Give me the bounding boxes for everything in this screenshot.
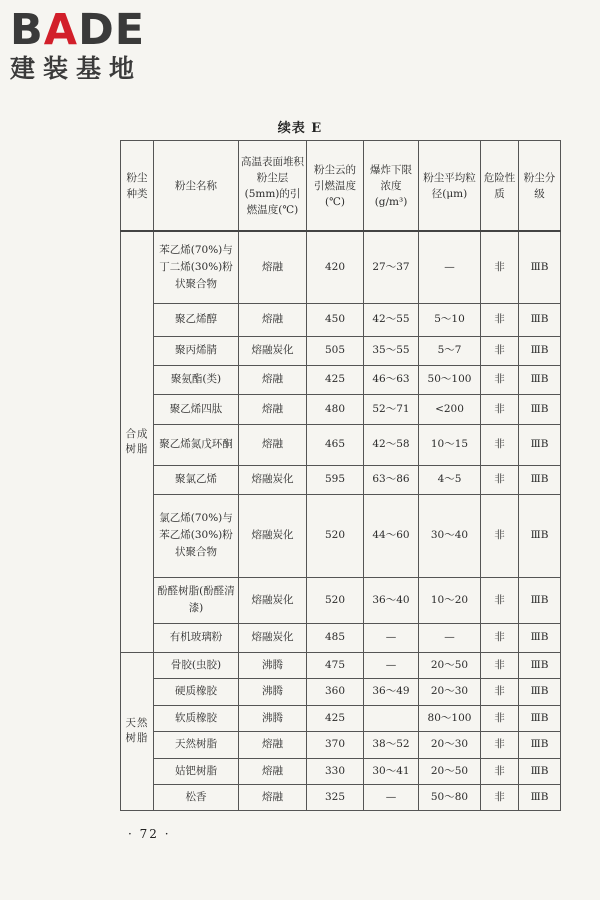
dust-name-cell: 软质橡胶: [154, 705, 239, 731]
layer-ignition-temp-cell: 沸腾: [239, 652, 307, 678]
header-hazard-nature: 危险性质: [481, 141, 519, 232]
lower-explosion-limit-cell: 36～49: [364, 678, 419, 705]
lower-explosion-limit-cell: 30～41: [364, 758, 419, 784]
dust-grade-cell: ⅢB: [519, 394, 561, 424]
particle-size-cell: 50～100: [419, 365, 481, 394]
table-row: [121, 365, 561, 394]
logo-wordmark: BADE: [10, 5, 146, 55]
particle-size-cell: 5～7: [419, 336, 481, 365]
dust-grade-cell: ⅢB: [519, 731, 561, 758]
dust-grade-cell: ⅢB: [519, 365, 561, 394]
hazard-nature-cell: 非: [481, 652, 519, 678]
hazard-nature-cell: 非: [481, 577, 519, 623]
particle-size-cell: —: [419, 231, 481, 303]
table-row: [121, 678, 561, 705]
table-row: [121, 731, 561, 758]
dust-name-cell: 苯乙烯(70%)与丁二烯(30%)粉状聚合物: [154, 231, 239, 303]
table-row: [121, 424, 561, 465]
table-row: [121, 623, 561, 652]
layer-ignition-temp-cell: 熔融: [239, 231, 307, 303]
particle-size-cell: 10～15: [419, 424, 481, 465]
particle-size-cell: 4～5: [419, 465, 481, 494]
cloud-ignition-temp-cell: 425: [307, 365, 364, 394]
table-row: [121, 303, 561, 336]
dust-name-cell: 硬质橡胶: [154, 678, 239, 705]
hazard-nature-cell: 非: [481, 678, 519, 705]
table-row: [121, 577, 561, 623]
table-row: [121, 394, 561, 424]
table-row: [121, 652, 561, 678]
header-layer-ignition-temp: 高温表面堆积粉尘层(5mm)的引燃温度(℃): [239, 141, 307, 232]
lower-explosion-limit-cell: 27～37: [364, 231, 419, 303]
layer-ignition-temp-cell: 熔融: [239, 731, 307, 758]
hazard-nature-cell: 非: [481, 303, 519, 336]
table-header-row: [121, 141, 561, 232]
dust-grade-cell: ⅢB: [519, 303, 561, 336]
header-dust-grade: 粉尘分级: [519, 141, 561, 232]
dust-name-cell: 聚氯乙烯: [154, 465, 239, 494]
cloud-ignition-temp-cell: 420: [307, 231, 364, 303]
dust-name-cell: 聚乙烯醇: [154, 303, 239, 336]
dust-name-cell: 松香: [154, 784, 239, 810]
dust-grade-cell: ⅢB: [519, 424, 561, 465]
hazard-nature-cell: 非: [481, 231, 519, 303]
layer-ignition-temp-cell: 熔融: [239, 424, 307, 465]
particle-size-cell: 20～30: [419, 731, 481, 758]
hazard-nature-cell: 非: [481, 758, 519, 784]
layer-ignition-temp-cell: 熔融炭化: [239, 623, 307, 652]
layer-ignition-temp-cell: 熔融: [239, 784, 307, 810]
cloud-ignition-temp-cell: 505: [307, 336, 364, 365]
lower-explosion-limit-cell: 44～60: [364, 494, 419, 577]
cloud-ignition-temp-cell: 595: [307, 465, 364, 494]
dust-grade-cell: ⅢB: [519, 623, 561, 652]
header-particle-size: 粉尘平均粒径(μm): [419, 141, 481, 232]
table-row: [121, 231, 561, 303]
dust-name-cell: 聚乙烯氮戊环酮: [154, 424, 239, 465]
header-dust-category: 粉尘种类: [121, 141, 154, 232]
dust-properties-table: [120, 140, 561, 811]
particle-size-cell: 10～20: [419, 577, 481, 623]
lower-explosion-limit-cell: [364, 705, 419, 731]
dust-grade-cell: ⅢB: [519, 678, 561, 705]
dust-name-cell: 氯乙烯(70%)与苯乙烯(30%)粉状聚合物: [154, 494, 239, 577]
dust-name-cell: 酚醛树脂(酚醛清漆): [154, 577, 239, 623]
cloud-ignition-temp-cell: 480: [307, 394, 364, 424]
header-cloud-ignition-temp: 粉尘云的引燃温度(℃): [307, 141, 364, 232]
table-row: [121, 758, 561, 784]
dust-grade-cell: ⅢB: [519, 705, 561, 731]
hazard-nature-cell: 非: [481, 394, 519, 424]
dust-grade-cell: ⅢB: [519, 465, 561, 494]
layer-ignition-temp-cell: 熔融炭化: [239, 577, 307, 623]
dust-name-cell: 天然树脂: [154, 731, 239, 758]
hazard-nature-cell: 非: [481, 465, 519, 494]
cloud-ignition-temp-cell: 520: [307, 494, 364, 577]
layer-ignition-temp-cell: 熔融: [239, 365, 307, 394]
dust-name-cell: 有机玻璃粉: [154, 623, 239, 652]
layer-ignition-temp-cell: 熔融: [239, 303, 307, 336]
hazard-nature-cell: 非: [481, 365, 519, 394]
dust-grade-cell: ⅢB: [519, 231, 561, 303]
cloud-ignition-temp-cell: 425: [307, 705, 364, 731]
particle-size-cell: —: [419, 623, 481, 652]
hazard-nature-cell: 非: [481, 623, 519, 652]
table-body: [121, 231, 561, 810]
lower-explosion-limit-cell: —: [364, 784, 419, 810]
header-lower-explosion-limit: 爆炸下限浓度(g/m³): [364, 141, 419, 232]
logo-subtitle: 建装基地: [10, 54, 143, 83]
cloud-ignition-temp-cell: 360: [307, 678, 364, 705]
cloud-ignition-temp-cell: 330: [307, 758, 364, 784]
lower-explosion-limit-cell: 42～58: [364, 424, 419, 465]
hazard-nature-cell: 非: [481, 424, 519, 465]
lower-explosion-limit-cell: 46～63: [364, 365, 419, 394]
table-row: [121, 494, 561, 577]
bade-logo: [10, 5, 180, 84]
cloud-ignition-temp-cell: 520: [307, 577, 364, 623]
layer-ignition-temp-cell: 熔融炭化: [239, 494, 307, 577]
particle-size-cell: 20～50: [419, 652, 481, 678]
table-row: [121, 705, 561, 731]
cloud-ignition-temp-cell: 370: [307, 731, 364, 758]
header-dust-name: 粉尘名称: [154, 141, 239, 232]
lower-explosion-limit-cell: —: [364, 623, 419, 652]
cloud-ignition-temp-cell: 485: [307, 623, 364, 652]
table-row: [121, 465, 561, 494]
dust-grade-cell: ⅢB: [519, 336, 561, 365]
layer-ignition-temp-cell: 沸腾: [239, 705, 307, 731]
cloud-ignition-temp-cell: 325: [307, 784, 364, 810]
layer-ignition-temp-cell: 沸腾: [239, 678, 307, 705]
lower-explosion-limit-cell: 42～55: [364, 303, 419, 336]
lower-explosion-limit-cell: 52～71: [364, 394, 419, 424]
particle-size-cell: 50～80: [419, 784, 481, 810]
page-number: · 72 ·: [128, 827, 171, 841]
particle-size-cell: 20～50: [419, 758, 481, 784]
lower-explosion-limit-cell: 38～52: [364, 731, 419, 758]
hazard-nature-cell: 非: [481, 731, 519, 758]
layer-ignition-temp-cell: 熔融炭化: [239, 336, 307, 365]
particle-size-cell: 80～100: [419, 705, 481, 731]
table-row: [121, 784, 561, 810]
lower-explosion-limit-cell: 36～40: [364, 577, 419, 623]
lower-explosion-limit-cell: 35～55: [364, 336, 419, 365]
layer-ignition-temp-cell: 熔融炭化: [239, 465, 307, 494]
table-caption: 续表 E: [277, 121, 323, 136]
dust-grade-cell: ⅢB: [519, 652, 561, 678]
lower-explosion-limit-cell: 63～86: [364, 465, 419, 494]
layer-ignition-temp-cell: 熔融: [239, 758, 307, 784]
dust-name-cell: 聚丙烯腈: [154, 336, 239, 365]
particle-size-cell: 20～30: [419, 678, 481, 705]
particle-size-cell: 30～40: [419, 494, 481, 577]
cloud-ignition-temp-cell: 475: [307, 652, 364, 678]
hazard-nature-cell: 非: [481, 336, 519, 365]
hazard-nature-cell: 非: [481, 705, 519, 731]
cloud-ignition-temp-cell: 465: [307, 424, 364, 465]
particle-size-cell: <200: [419, 394, 481, 424]
cloud-ignition-temp-cell: 450: [307, 303, 364, 336]
dust-name-cell: 姑钯树脂: [154, 758, 239, 784]
particle-size-cell: 5～10: [419, 303, 481, 336]
hazard-nature-cell: 非: [481, 494, 519, 577]
dust-grade-cell: ⅢB: [519, 758, 561, 784]
dust-name-cell: 聚乙烯四肽: [154, 394, 239, 424]
dust-category-cell: 天然树脂: [121, 652, 154, 810]
lower-explosion-limit-cell: —: [364, 652, 419, 678]
dust-grade-cell: ⅢB: [519, 577, 561, 623]
table-row: [121, 336, 561, 365]
dust-category-cell: 合成树脂: [121, 231, 154, 652]
dust-grade-cell: ⅢB: [519, 784, 561, 810]
dust-grade-cell: ⅢB: [519, 494, 561, 577]
layer-ignition-temp-cell: 熔融: [239, 394, 307, 424]
dust-name-cell: 骨胶(虫胶): [154, 652, 239, 678]
dust-name-cell: 聚氨酯(类): [154, 365, 239, 394]
hazard-nature-cell: 非: [481, 784, 519, 810]
